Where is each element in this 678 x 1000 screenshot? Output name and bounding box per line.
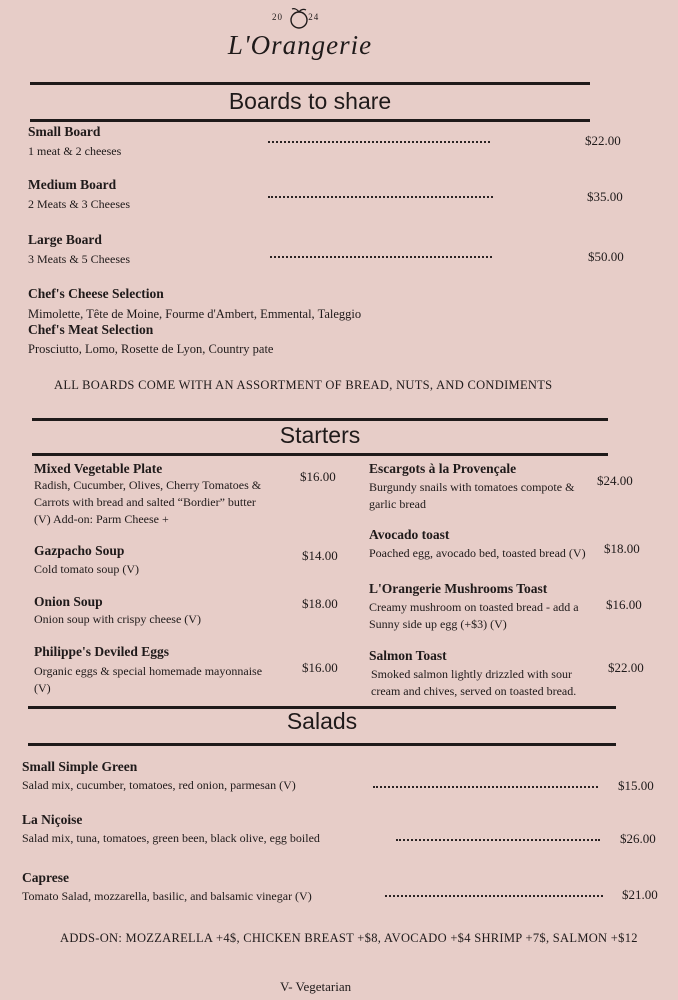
salad-price: $26.00 bbox=[620, 831, 656, 846]
dot-leader bbox=[396, 839, 600, 841]
desc-line: Radish, Cucumber, Olives, Cherry Tomatoes & bbox=[34, 478, 262, 492]
desc-line: Smoked salmon lightly drizzled with sour bbox=[371, 667, 572, 681]
salad-desc: Salad mix, cucumber, tomatoes, red onion, parmesan (V) bbox=[22, 778, 296, 792]
board-desc: 2 Meats & 3 Cheeses bbox=[28, 197, 130, 211]
desc-line: garlic bread bbox=[369, 497, 426, 511]
salad-price: $15.00 bbox=[618, 778, 654, 793]
desc-line: cream and chives, served on toasted bread. bbox=[371, 684, 577, 698]
starter-desc bbox=[369, 479, 574, 513]
starter-price: $18.00 bbox=[302, 596, 338, 611]
year-left: 20 bbox=[272, 12, 283, 22]
desc-line: Burgundy snails with tomatoes compote & bbox=[369, 480, 575, 494]
board-desc: 3 Meats & 5 Cheeses bbox=[28, 252, 130, 266]
desc-line: Organic eggs & special homemade mayonnaise bbox=[34, 664, 263, 678]
desc-line: (V) bbox=[34, 681, 51, 695]
divider bbox=[30, 119, 590, 122]
salad-desc: Tomato Salad, mozzarella, basilic, and balsamic vinegar (V) bbox=[22, 889, 312, 903]
starter-desc: Poached egg, avocado bed, toasted bread (V) bbox=[369, 546, 586, 560]
vegetarian-legend: V- Vegetarian bbox=[280, 979, 352, 994]
restaurant-name: L'Orangerie bbox=[227, 30, 373, 60]
divider bbox=[28, 743, 616, 746]
desc-line: (V) Add-on: Parm Cheese + bbox=[34, 512, 169, 526]
salad-price: $21.00 bbox=[622, 887, 658, 902]
board-price: $35.00 bbox=[587, 189, 623, 204]
starter-price: $24.00 bbox=[597, 473, 633, 488]
starter-price: $16.00 bbox=[302, 660, 338, 675]
starter-name: Mixed Vegetable Plate bbox=[34, 461, 163, 476]
starter-desc: Cold tomato soup (V) bbox=[34, 562, 139, 576]
board-name: Small Board bbox=[28, 124, 101, 139]
desc-line: Carrots with bread and salted “Bordier” butter bbox=[34, 495, 256, 509]
section-title-boards: Boards to share bbox=[228, 88, 392, 114]
starter-name: Onion Soup bbox=[34, 594, 103, 609]
starter-name: Escargots à la Provençale bbox=[369, 461, 517, 476]
year-right: 24 bbox=[308, 12, 320, 22]
starter-price: $16.00 bbox=[606, 597, 642, 612]
starter-name: Gazpacho Soup bbox=[34, 543, 125, 558]
divider bbox=[32, 418, 608, 421]
salad-name: La Niçoise bbox=[22, 812, 83, 827]
divider bbox=[32, 453, 608, 456]
salad-addons-note: ADDS-ON: MOZZARELLA +4$, CHICKEN BREAST +$8, AVOCADO +$4 SHRIMP +7$, SALMON +$12 bbox=[60, 931, 638, 945]
starter-name: Philippe's Deviled Eggs bbox=[34, 644, 170, 659]
starter-desc bbox=[34, 477, 261, 528]
dot-leader bbox=[385, 895, 603, 897]
cheese-selection-desc: Mimolette, Tête de Moine, Fourme d'Ambert, Emmental, Taleggio bbox=[28, 307, 362, 321]
starter-name: Salmon Toast bbox=[369, 648, 447, 663]
desc-line: Creamy mushroom on toasted bread - add a bbox=[369, 600, 579, 614]
starter-price: $14.00 bbox=[302, 548, 338, 563]
meat-selection-desc: Prosciutto, Lomo, Rosette de Lyon, Country pate bbox=[28, 342, 274, 356]
board-desc: 1 meat & 2 cheeses bbox=[28, 144, 122, 158]
dot-leader bbox=[270, 256, 492, 258]
salad-desc: Salad mix, tuna, tomatoes, green been, black olive, egg boiled bbox=[22, 831, 320, 845]
starter-desc bbox=[34, 663, 262, 697]
starter-name: Avocado toast bbox=[369, 527, 450, 542]
divider bbox=[30, 82, 590, 85]
starter-desc bbox=[371, 666, 576, 700]
salad-name: Caprese bbox=[22, 870, 69, 885]
dot-leader bbox=[268, 141, 490, 143]
salad-name: Small Simple Green bbox=[22, 759, 138, 774]
orange-logo-icon bbox=[288, 6, 310, 30]
starter-desc bbox=[369, 599, 579, 633]
dot-leader bbox=[373, 786, 598, 788]
section-title-starters: Starters bbox=[279, 422, 361, 448]
boards-note: ALL BOARDS COME WITH AN ASSORTMENT OF BREAD, NUTS, AND CONDIMENTS bbox=[54, 378, 553, 392]
section-title-salads: Salads bbox=[286, 708, 358, 734]
dot-leader bbox=[268, 196, 493, 198]
board-price: $22.00 bbox=[585, 133, 621, 148]
starter-price: $18.00 bbox=[604, 541, 640, 556]
desc-line: Sunny side up egg (+$3) (V) bbox=[369, 617, 507, 631]
cheese-selection-title: Chef's Cheese Selection bbox=[28, 286, 164, 301]
starter-name: L'Orangerie Mushrooms Toast bbox=[369, 581, 548, 596]
board-price: $50.00 bbox=[588, 249, 624, 264]
board-name: Large Board bbox=[28, 232, 102, 247]
starter-price: $22.00 bbox=[608, 660, 644, 675]
meat-selection-title: Chef's Meat Selection bbox=[28, 322, 154, 337]
starter-desc: Onion soup with crispy cheese (V) bbox=[34, 612, 201, 626]
starter-price: $16.00 bbox=[300, 469, 336, 484]
board-name: Medium Board bbox=[28, 177, 117, 192]
